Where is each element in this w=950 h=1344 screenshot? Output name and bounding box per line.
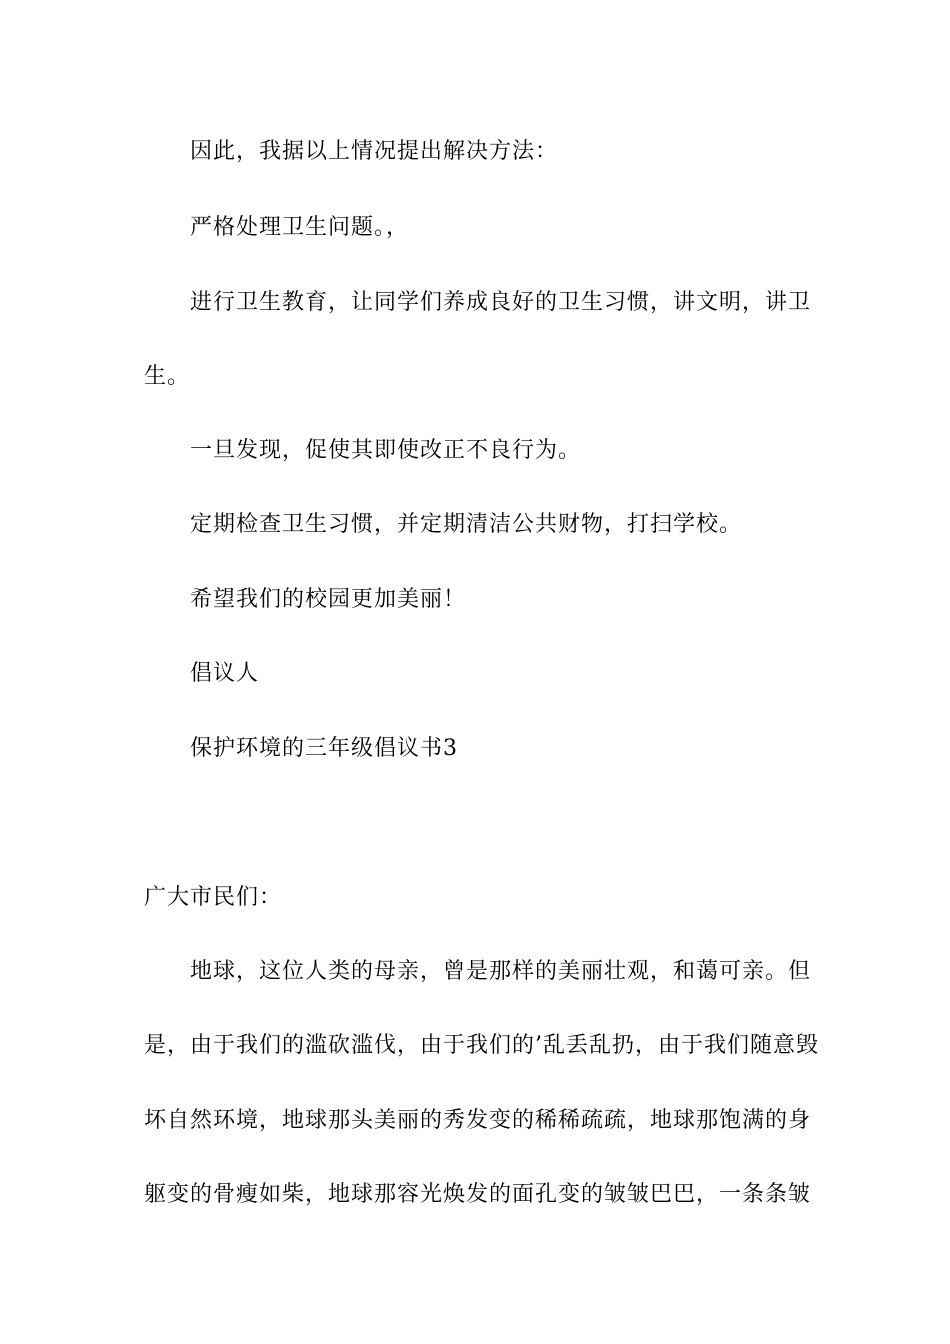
section-title: 保护环境的三年级倡议书3 [190,736,458,761]
salutation: 广大市民们： [144,885,283,910]
paragraph-solution-intro: 因此，我据以上情况提出解决方法： [190,139,559,164]
paragraph-correct-behavior: 一旦发现，促使其即使改正不良行为。 [190,438,582,463]
paragraph-earth-line-3: 坏自然环境，地球那头美丽的秀发变的稀稀疏疏，地球那饱满的身 [144,1108,812,1133]
paragraph-earth-line-2: 是，由于我们的滥砍滥伐，由于我们的’乱丢乱扔，由于我们随意毁 [144,1033,819,1058]
paragraph-hygiene-education-cont: 生。 [144,364,191,389]
paragraph-earth-line-4: 躯变的骨瘦如柴，地球那容光焕发的面孔变的皱皱巴巴，一条条皱 [144,1182,812,1207]
paragraph-hygiene-education: 进行卫生教育，让同学们养成良好的卫生习惯，讲文明，讲卫 [190,290,812,315]
paragraph-hope: 希望我们的校园更加美丽！ [190,587,467,612]
paragraph-hygiene-handling: 严格处理卫生问题。， [190,215,410,240]
paragraph-earth-line-1: 地球，这位人类的母亲，曾是那样的美丽壮观，和蔼可亲。但 [190,959,812,984]
signature-initiator: 倡议人 [190,661,260,686]
paragraph-regular-check: 定期检查卫生习惯，并定期清洁公共财物，打扫学校。 [190,512,743,537]
